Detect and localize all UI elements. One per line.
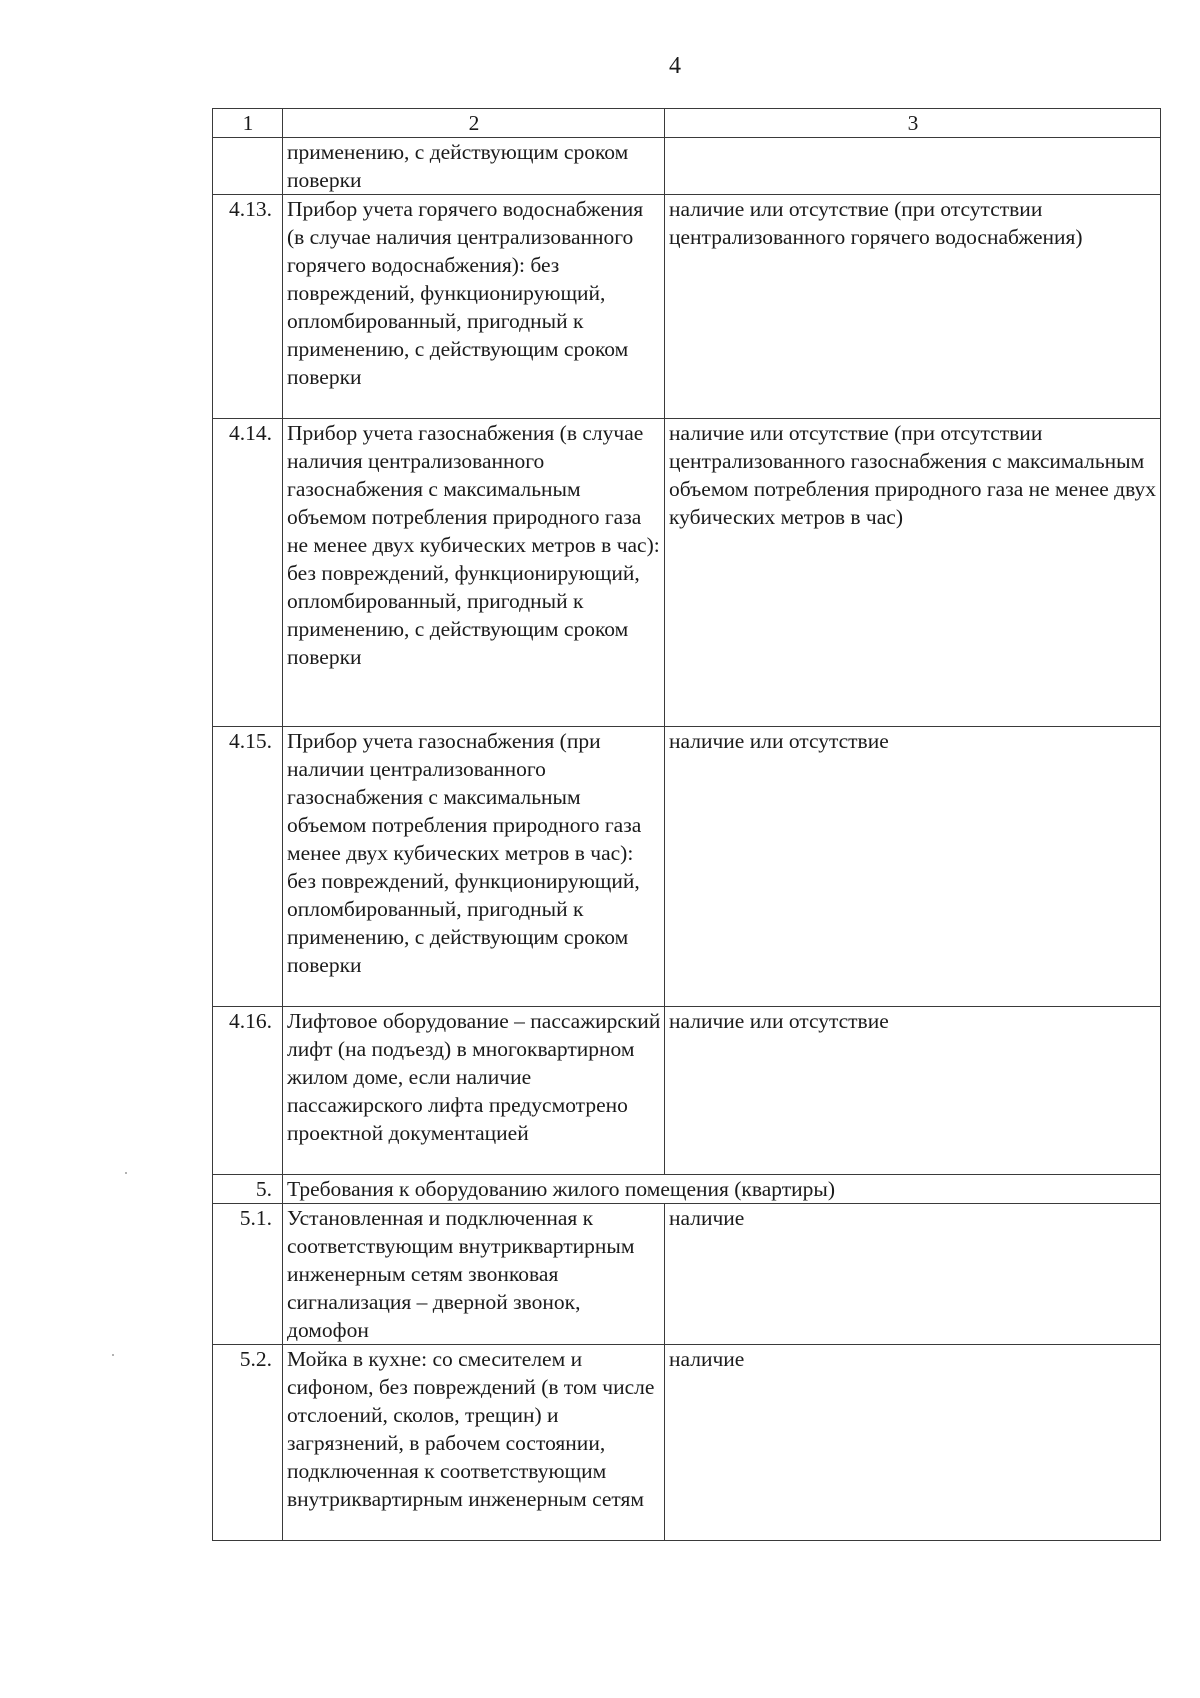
row-value: наличие или отсутствие (при отсутствии централизованного горячего водоснабжения): [665, 195, 1161, 419]
table-header-row: [213, 109, 1161, 138]
row-requirement: Мойка в кухне: со смесителем и сифоном, без повреждений (в том числе отслоений, сколов, трещин) и загрязнений, в рабочем состоянии, подключенная к соответствующим внутриквартирным инженерным сетям: [283, 1345, 665, 1541]
row-requirement: применению, с действующим сроком поверки: [283, 138, 665, 195]
row-number: 4.14.: [213, 419, 283, 727]
section-row: [213, 1175, 1161, 1204]
scan-speck: [112, 1354, 114, 1356]
row-number: 4.13.: [213, 195, 283, 419]
row-requirement: Прибор учета газоснабжения (при наличии централизованного газоснабжения с максимальным объемом потребления природного газа менее двух кубических метров в час): без повреждений, функционирующий, опломбированный, пригодный к применению, с действующим сроком поверки: [283, 727, 665, 1007]
section-title: Требования к оборудованию жилого помещения (квартиры): [283, 1175, 1161, 1204]
page-number: 4: [669, 53, 681, 79]
table-row: [213, 195, 1161, 419]
section-number: 5.: [213, 1175, 283, 1204]
row-value: наличие или отсутствие (при отсутствии централизованного газоснабжения с максимальным объемом потребления природного газа не менее двух кубических метров в час): [665, 419, 1161, 727]
row-value: наличие: [665, 1204, 1161, 1345]
row-number: [213, 138, 283, 195]
table-row: [213, 1007, 1161, 1175]
table-row: [213, 138, 1161, 195]
row-number: 5.1.: [213, 1204, 283, 1345]
table-row: [213, 1345, 1161, 1541]
table-row: [213, 1204, 1161, 1345]
table-row: [213, 727, 1161, 1007]
column-header-3: 3: [665, 109, 1161, 138]
column-header-1: 1: [213, 109, 283, 138]
table-row: [213, 419, 1161, 727]
row-requirement: Лифтовое оборудование – пассажирский лифт (на подъезд) в многоквартирном жилом доме, если наличие пассажирского лифта предусмотрено проектной документацией: [283, 1007, 665, 1175]
row-value: наличие или отсутствие: [665, 727, 1161, 1007]
row-value: наличие или отсутствие: [665, 1007, 1161, 1175]
row-number: 5.2.: [213, 1345, 283, 1541]
row-value: [665, 138, 1161, 195]
row-requirement: Прибор учета газоснабжения (в случае наличия централизованного газоснабжения с максимальным объемом потребления природного газа не менее двух кубических метров в час): без повреждений, функционирующий, опломбированный, пригодный к применению, с действующим сроком поверки: [283, 419, 665, 727]
row-requirement: Установленная и подключенная к соответствующим внутриквартирным инженерным сетям звонковая сигнализация – дверной звонок, домофон: [283, 1204, 665, 1345]
row-value: наличие: [665, 1345, 1161, 1541]
scan-speck: [125, 1172, 127, 1174]
row-requirement: Прибор учета горячего водоснабжения (в случае наличия централизованного горячего водоснабжения): без повреждений, функционирующий, опломбированный, пригодный к применению, с действующим сроком поверки: [283, 195, 665, 419]
requirements-table: [212, 108, 1161, 1541]
column-header-2: 2: [283, 109, 665, 138]
row-number: 4.15.: [213, 727, 283, 1007]
row-number: 4.16.: [213, 1007, 283, 1175]
